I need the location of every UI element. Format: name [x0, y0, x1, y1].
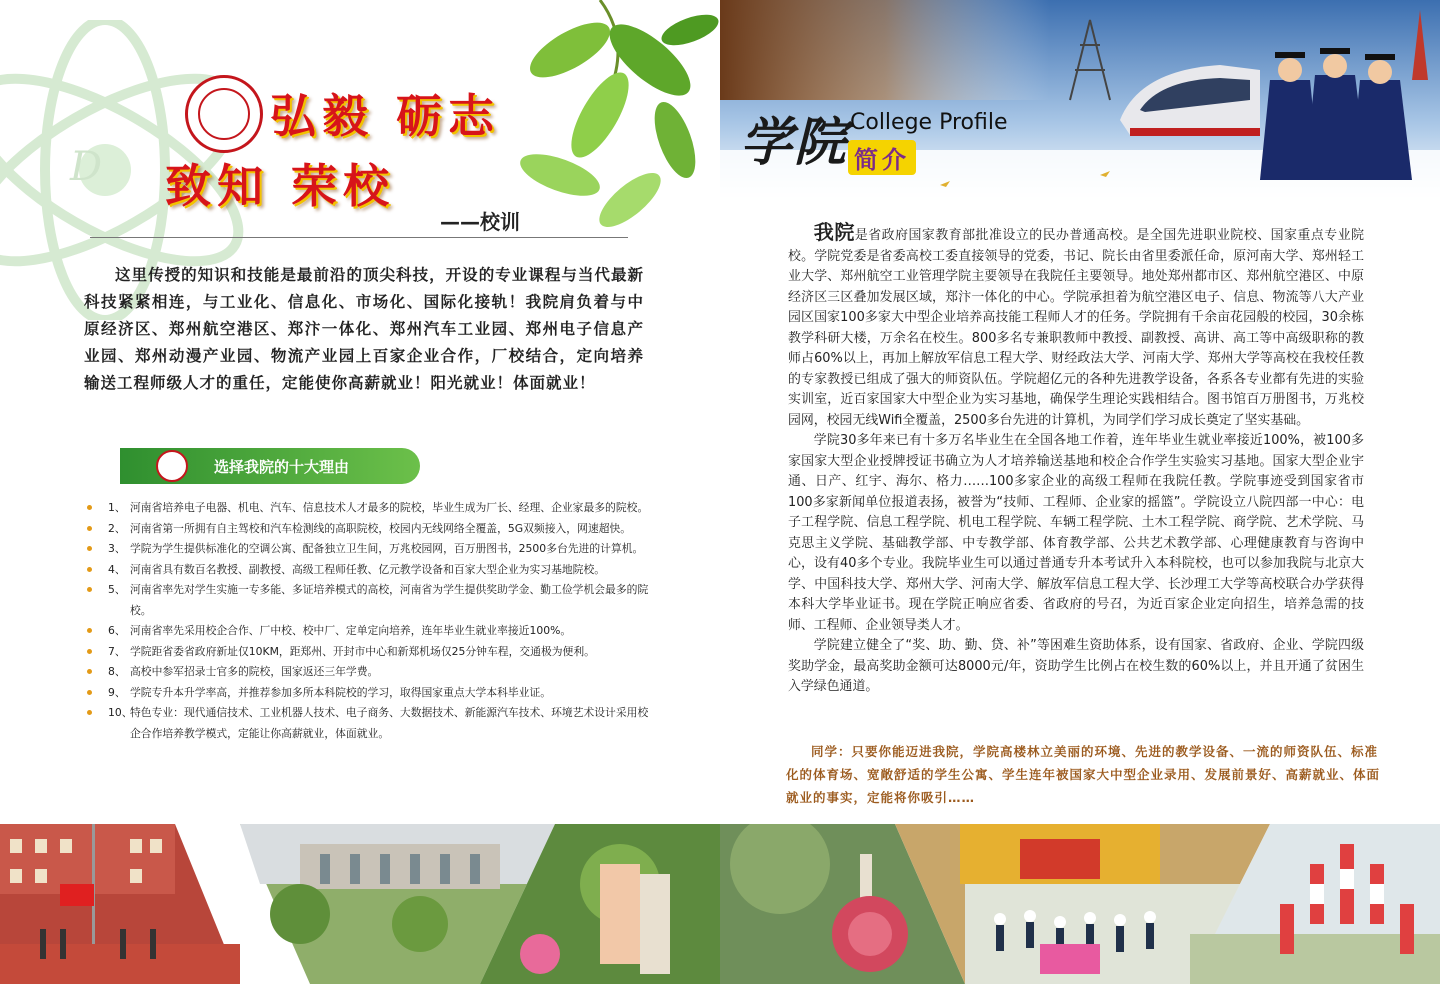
svg-text:D: D — [70, 144, 103, 190]
list-item — [84, 519, 659, 540]
list-text: 河南省率先采用校企合作、厂中校、校中厂、定单定向培养，连年毕业生就业率接近100%。 — [130, 624, 572, 637]
list-text: 高校中参军招录士官多的院校，国家返还三年学费。 — [130, 665, 379, 678]
motto-divider — [90, 237, 628, 238]
list-text: 特色专业：现代通信技术、工业机器人技术、电子商务、大数据技术、新能源汽车技术、环境艺术设计采用校企合作培养教学模式，定能让你高薪就业，体面就业。 — [130, 706, 649, 740]
list-text: 学院为学生提供标准化的空调公寓、配备独立卫生间，万兆校园网，百万册图书，2500多台先进的计算机。 — [130, 542, 644, 555]
profile-body — [788, 222, 1364, 698]
small-emblem-icon — [156, 450, 188, 482]
reasons-list — [84, 498, 659, 744]
list-text: 河南省率先对学生实施一专多能、多证培养模式的高校，河南省为学生提供奖助学金、勤工俭学机会最多的院校。 — [130, 583, 649, 617]
bullet-icon — [87, 546, 92, 551]
bullet-icon — [87, 567, 92, 572]
bullet-icon — [87, 526, 92, 531]
motto-signature: ——校训 — [440, 210, 520, 234]
list-item — [84, 703, 659, 744]
motto-line-1: 弘毅 砺志 — [270, 89, 501, 143]
list-number: 4、 — [108, 562, 126, 576]
bullet-icon — [87, 505, 92, 510]
lead-word: 我院 — [813, 220, 855, 244]
reasons-title: 选择我院的十大理由 — [214, 458, 350, 476]
list-item — [84, 642, 659, 663]
list-item — [84, 621, 659, 642]
school-emblem-icon — [185, 75, 263, 153]
list-item — [84, 498, 659, 519]
reasons-heading-bar — [120, 448, 420, 484]
list-text: 学院专升本升学率高，并推荐参加多所本科院校的学习，取得国家重点大学本科毕业证。 — [130, 685, 552, 699]
list-number: 1、 — [108, 501, 126, 514]
list-item — [84, 662, 659, 683]
list-number: 9、 — [108, 685, 126, 699]
campus-photo-strip-right — [720, 824, 1440, 984]
motto-line-2: 致知 荣校 — [165, 159, 396, 213]
list-text: 河南省培养电子电器、机电、汽车、信息技术人才最多的院校，毕业生成为厂长、经理、企业家最多的院校。 — [130, 501, 649, 514]
list-number: 7、 — [108, 644, 126, 658]
list-item — [84, 580, 659, 621]
profile-paragraph-2: 学院30多年来已有十多万名毕业生在全国各地工作着，连年毕业生就业率接近100%，被100多家国家大型企业授牌授证书确立为人才培养输送基地和校企合作学生实验实习基地。国家大型企业宇通、日产、红宇、海尔、格力……100多家企业的高级工程师在我院任教。学院事迹受到国家省市100多家新闻单位报道表扬，被誉为“技师、工程师、企业家的摇篮”。学院设立八院四部一中心：电子工程学院、信息工程学院、机电工程学院、车辆工程学院、土木工程学院、商学院、艺术学院、马克思主义学院、基础教学部、中专教学部、体育教学部、公共艺术教学部、心理健康教育与咨询中心，设有40多个专业。我院毕业生可以通过普通专升本考试升入本科院校，也可以参加我院与北京大学、中国科技大学、郑州大学、河南大学、解放军信息工程大学、长沙理工大学等高校联合办学获得本科大学毕业证书。现在学院正响应省委、省政府的号召，为近百家企业定向招生，培养急需的技师、工程师、企业领导类人才。 — [788, 433, 1364, 633]
paragraph-text: 是省政府国家教育部批准设立的民办普通高校。是全国先进职业院校、国家重点专业院校。学院党委是省委高校工委直接领导的党委，书记、院长由省里委派任命，原河南大学、郑州轻工业大学、郑州航空工业管理学院主要领导在我院任主要领导。地处郑州都市区、郑州航空港区、中原经济区三区叠加发展区域，郑汴一体化的中心。学院承担着为航空港区电子、信息、物流等八大产业园区国家100多家大中型企业培养高技能工程师人才的任务。学院拥有千余亩花园般的校园，30余栋教学科研大楼，万余名在校生。800多名专兼职教师中教授、副教授、高讲、高工等中高级职称的教师占60%以上，再加上解放军信息工程大学、财经政法大学、河南大学、郑州大学等高校在我校任教的专家教授已组成了强大的师资队伍。学院超亿元的各种先进教学设备，各系各专业都有先进的实验实训室，近百家国家大中型企业为实习基地，确保学生理论实践相结合。图书馆百万册图书，万兆校园网，校园无线Wifi全覆盖，2500多台先进的计算机，为同学们学习成长奠定了坚实基础。 — [788, 228, 1365, 428]
list-number: 2、 — [108, 521, 126, 535]
intro-paragraph: 这里传授的知识和技能是最前沿的顶尖科技，开设的专业课程与当代最新科技紧紧相连，与工业化、信息化、市场化、国际化接轨！我院肩负着与中原经济区、郑州航空港区、郑汴一体化、郑州汽车工业园、郑州电子信息产业园、郑州动漫产业园、物流产业园上百家企业合作，厂校结合，定向培养输送工程师级人才的重任，定能使你高薪就业！阳光就业！体面就业！ — [84, 266, 644, 392]
bullet-icon — [87, 628, 92, 633]
profile-paragraph-1 — [788, 222, 1364, 431]
profile-heading-sub: 简介 — [848, 140, 916, 175]
profile-heading-cn: 学院 — [740, 112, 849, 173]
right-page — [720, 0, 1440, 984]
bullet-icon — [87, 587, 92, 592]
profile-heading-en: College Profile — [850, 110, 1008, 135]
slogan-text: 同学：只要你能迈进我院，学院高楼林立美丽的环境、先进的教学设备、一流的师资队伍、标准化的体育场、宽敞舒适的学生公寓、学生连年被国家大中型企业录用、发展前景好、高薪就业、体面就业的事实，定能将你吸引…… — [786, 744, 1381, 805]
list-item — [84, 539, 659, 560]
bullet-icon — [87, 710, 92, 715]
list-number: 3、 — [108, 542, 126, 555]
list-item — [84, 683, 659, 704]
bullet-icon — [87, 690, 92, 695]
list-number: 5、 — [108, 583, 126, 596]
bullet-icon — [87, 669, 92, 674]
bullet-icon — [87, 649, 92, 654]
list-number: 8、 — [108, 665, 126, 678]
list-text: 学院距省委省政府新址仅10KM，距郑州、开封市中心和新郑机场仅25分钟车程，交通极为便利。 — [130, 644, 595, 658]
list-number: 10、 — [108, 706, 133, 719]
list-number: 6、 — [108, 624, 126, 637]
campus-photo-strip-left — [0, 824, 720, 984]
list-text: 河南省具有数百名教授、副教授、高级工程师任教、亿元教学设备和百家大型企业为实习基地院校。 — [130, 562, 606, 576]
list-text: 河南省第一所拥有自主驾校和汽车检测线的高职院校，校园内无线网络全覆盖，5G双频接入，网速超快。 — [130, 521, 632, 535]
profile-paragraph-3: 学院建立健全了“奖、助、勤、贷、补”等困难生资助体系，设有国家、省政府、企业、学院四级奖助学金，最高奖助金额可达8000元/年，资助学生比例占在校生数的60%以上，并且开通了贫困生入学绿色通道。 — [788, 638, 1364, 694]
list-item — [84, 560, 659, 581]
